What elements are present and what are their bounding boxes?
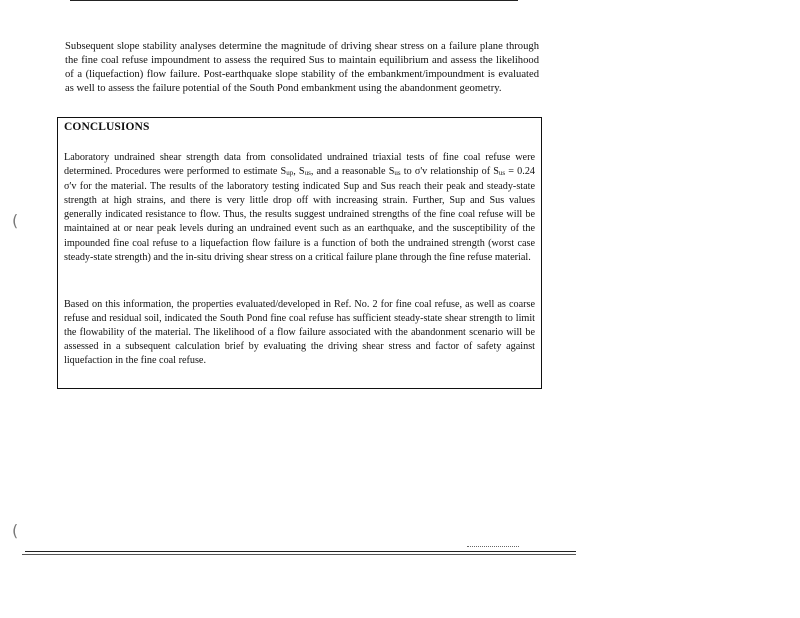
p1-subscript-1: up [286,169,294,178]
intro-paragraph: Subsequent slope stability analyses determine the magnitude of driving shear stress on a failure plane through the fine coal refuse impoundment to assess the required Sus to maintain equilibrium and assess the likelihood of a (liquefaction) flow failure. Post-earthquake slope stability of the embankment/impoundment is evaluated as well to assess the failure potential of the South Pond embankment using the abandonment geometry. [65,40,539,95]
p1-subscript-2: us [304,169,311,178]
p1-text-1: Laboratory undrained shear strength data from consolidated undrained triaxial tests of fine coal refuse were determined. Procedures were performed to estimate S [64,152,535,178]
conclusions-box [57,117,542,389]
conclusions-paragraph-1 [64,151,535,265]
p1-text-3: , and a reasonable S [310,166,395,178]
margin-punch-mark-lower: ( [12,521,19,540]
conclusions-paragraph-2: Based on this information, the properties evaluated/developed in Ref. No. 2 for fine coal refuse, as well as coarse refuse and residual soil, indicated the South Pond fine coal refuse has sufficient steady-state shear strength to limit the flowability of the material. The likelihood of a flow failure associated with the abandonment scenario will be assessed in a subsequent calculation brief by evaluating the driving shear stress and factor of safety against liquefaction in the fine coal refuse. [64,299,535,367]
margin-punch-mark-upper: ( [12,211,19,230]
p1-text-4: to σ'v relationship of S [400,166,499,178]
p1-text-2: , S [293,166,305,178]
p1-text-5: = 0.24 σ'v for the material. The results of the laboratory testing indicated Sup and Sus reach their peak and steady-state strength at high strains, and there is very little drop off with increasing strain. Further, Sup and Sus values generally indicated resistance to flow. Thus, the results suggest undrained strengths of the fine coal refuse will be maintained at or near peak levels during an undrained event such as an earthquake, and the susceptibility of the impounded fine coal refuse to a liquefaction flow failure is a function of both the undrained strength (worst case steady-state strength) and the in-situ driving shear stress on a critical failure plane through the fine refuse material. [64,166,536,263]
conclusions-heading: CONCLUSIONS [64,121,150,133]
footer-rule [25,551,576,552]
p1-subscript-4: us [498,169,506,178]
p1-subscript-3: us [394,169,401,178]
footer-dotted-rule [467,546,519,547]
top-rule [70,0,518,1]
footer-rule-double [22,554,576,555]
